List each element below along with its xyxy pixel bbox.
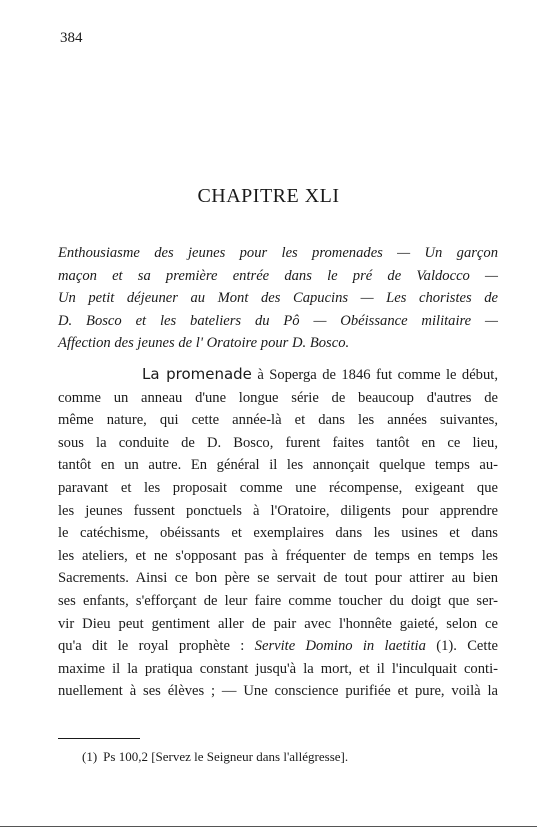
body-line: nuellement à ses élèves ; — Une conscience purifiée et pure, voilà la bbox=[58, 683, 498, 700]
body-line: paravant et les proposait comme une récompense, exigeant que bbox=[58, 479, 498, 496]
body-line-first bbox=[58, 363, 498, 387]
page-number: 384 bbox=[60, 30, 83, 46]
footnote-reference: (1). Cette bbox=[436, 638, 498, 655]
page-bottom-edge bbox=[0, 826, 537, 827]
body-line: même nature, qui cette année-là et dans les années suivantes, bbox=[58, 412, 498, 429]
summary-line: Affection des jeunes de l' Oratoire pour D. Bosco. bbox=[58, 335, 350, 352]
body-line: Sacrements. Ainsi ce bon père se servait de tout pour attirer au bien bbox=[58, 570, 498, 587]
body-line: les ateliers, et ne s'opposant pas à fréquenter de temps en temps les bbox=[58, 547, 498, 564]
summary-line: D. Bosco et les bateliers du Pô — Obéissance militaire — bbox=[58, 312, 498, 329]
body-line: comme un anneau d'une longue série de beaucoup d'autres de bbox=[58, 389, 498, 406]
footnote bbox=[82, 749, 348, 765]
body-line: le catéchisme, obéissants et exemplaires dans les usines et dans bbox=[58, 525, 498, 542]
body-line-with-citation bbox=[58, 635, 498, 658]
summary-line: Enthousiasme des jeunes pour les promenades — Un garçon bbox=[58, 245, 498, 261]
latin-citation: Servite Domino in laetitia bbox=[254, 638, 426, 655]
body-line: vir Dieu peut gentiment aller de pair avec l'honnête gaieté, selon ce bbox=[58, 615, 498, 632]
body-line-text: qu'a dit le royal prophète : bbox=[58, 638, 245, 655]
lead-word: La promenade bbox=[142, 365, 252, 383]
footnote-text: Ps 100,2 [Servez le Seigneur dans l'allégresse]. bbox=[103, 749, 349, 764]
body-text bbox=[58, 363, 498, 703]
body-line: sous la conduite de D. Bosco, furent faites tantôt en ce lieu, bbox=[58, 434, 498, 451]
body-line: tantôt en un autre. En général il les annonçait quelque temps au- bbox=[58, 457, 498, 474]
chapter-summary bbox=[58, 242, 498, 355]
body-line-text: à Soperga de 1846 fut comme le début, bbox=[257, 367, 498, 383]
body-line: maxime il la pratiqua constant jusqu'à la mort, et il l'inculquait conti- bbox=[58, 660, 498, 677]
footnote-rule bbox=[58, 738, 140, 739]
body-line: les jeunes fussent ponctuels à l'Oratoire, diligents pour apprendre bbox=[58, 502, 498, 519]
summary-line: Un petit déjeuner au Mont des Capucins — Les choristes de bbox=[58, 290, 498, 307]
body-line: ses enfants, s'efforçant de leur faire comme toucher du doigt que ser- bbox=[58, 592, 498, 609]
chapter-title: CHAPITRE XLI bbox=[197, 185, 340, 207]
summary-line: maçon et sa première entrée dans le pré de Valdocco — bbox=[58, 267, 498, 284]
footnote-marker: (1) bbox=[82, 749, 98, 764]
